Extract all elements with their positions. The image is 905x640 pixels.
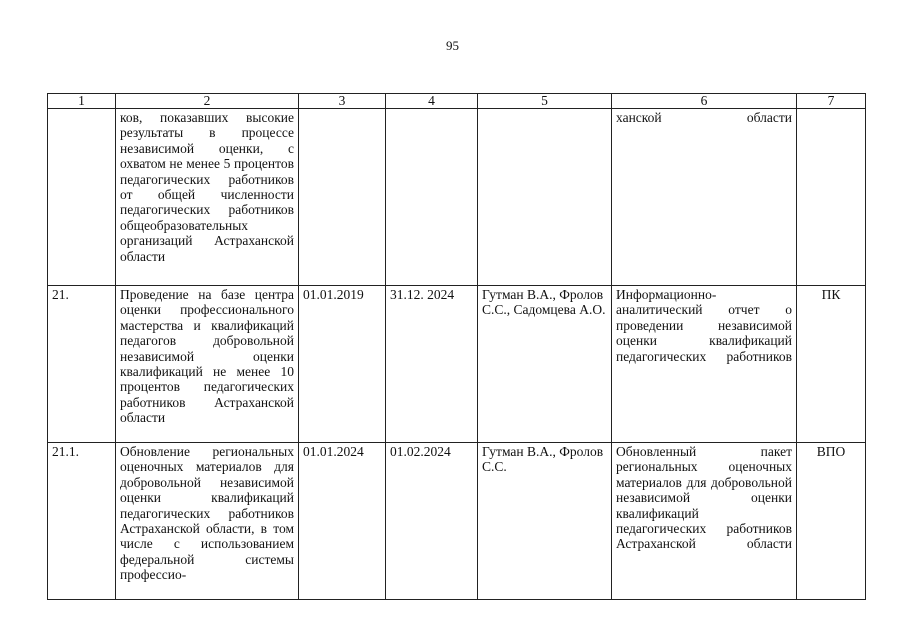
row-end-date [386, 109, 478, 286]
row-result: ханской области [612, 109, 797, 286]
col-header-6: 6 [612, 94, 797, 109]
row-number [48, 109, 116, 286]
table-row [48, 443, 866, 600]
col-header-5: 5 [478, 94, 612, 109]
row-responsible: Гутман В.А., Фролов С.С., Садомцева А.О. [478, 286, 612, 443]
row-start-date [299, 109, 386, 286]
row-responsible [478, 109, 612, 286]
col-header-1: 1 [48, 94, 116, 109]
row-result: Информационно-аналитический отчет о проведении независимой оценки квалификаций педагогических работников [612, 286, 797, 443]
row-number: 21. [48, 286, 116, 443]
row-number: 21.1. [48, 443, 116, 600]
row-description: ков, показавших высокие результаты в процессе независимой оценки, с охватом не менее 5 процентов педагогических работников от общей численности педагогических работников общеобразовательных организаций Астраханской области [116, 109, 299, 286]
row-description: Обновление региональных оценочных материалов для добровольной независимой оценки квалификаций педагогических работников Астраханской области, в том числе с использованием федеральной системы профессио- [116, 443, 299, 600]
row-start-date: 01.01.2024 [299, 443, 386, 600]
table-row [48, 286, 866, 443]
plan-table [47, 93, 866, 600]
row-type: ПК [797, 286, 866, 443]
row-start-date: 01.01.2019 [299, 286, 386, 443]
col-header-4: 4 [386, 94, 478, 109]
col-header-7: 7 [797, 94, 866, 109]
col-header-2: 2 [116, 94, 299, 109]
row-description: Проведение на базе центра оценки профессионального мастерства и квалификаций педагогов добровольной независимой оценки квалификаций не менее 10 процентов педагогических работников Астраханской области [116, 286, 299, 443]
col-header-3: 3 [299, 94, 386, 109]
row-type [797, 109, 866, 286]
header-row [48, 94, 866, 109]
row-end-date: 01.02.2024 [386, 443, 478, 600]
row-end-date: 31.12. 2024 [386, 286, 478, 443]
row-result: Обновленный пакет региональных оценочных материалов для добровольной независимой оценки квалификаций педагогических работников Астраханской области [612, 443, 797, 600]
table-row [48, 109, 866, 286]
row-type: ВПО [797, 443, 866, 600]
row-responsible: Гутман В.А., Фролов С.С. [478, 443, 612, 600]
page-number: 95 [446, 38, 459, 53]
